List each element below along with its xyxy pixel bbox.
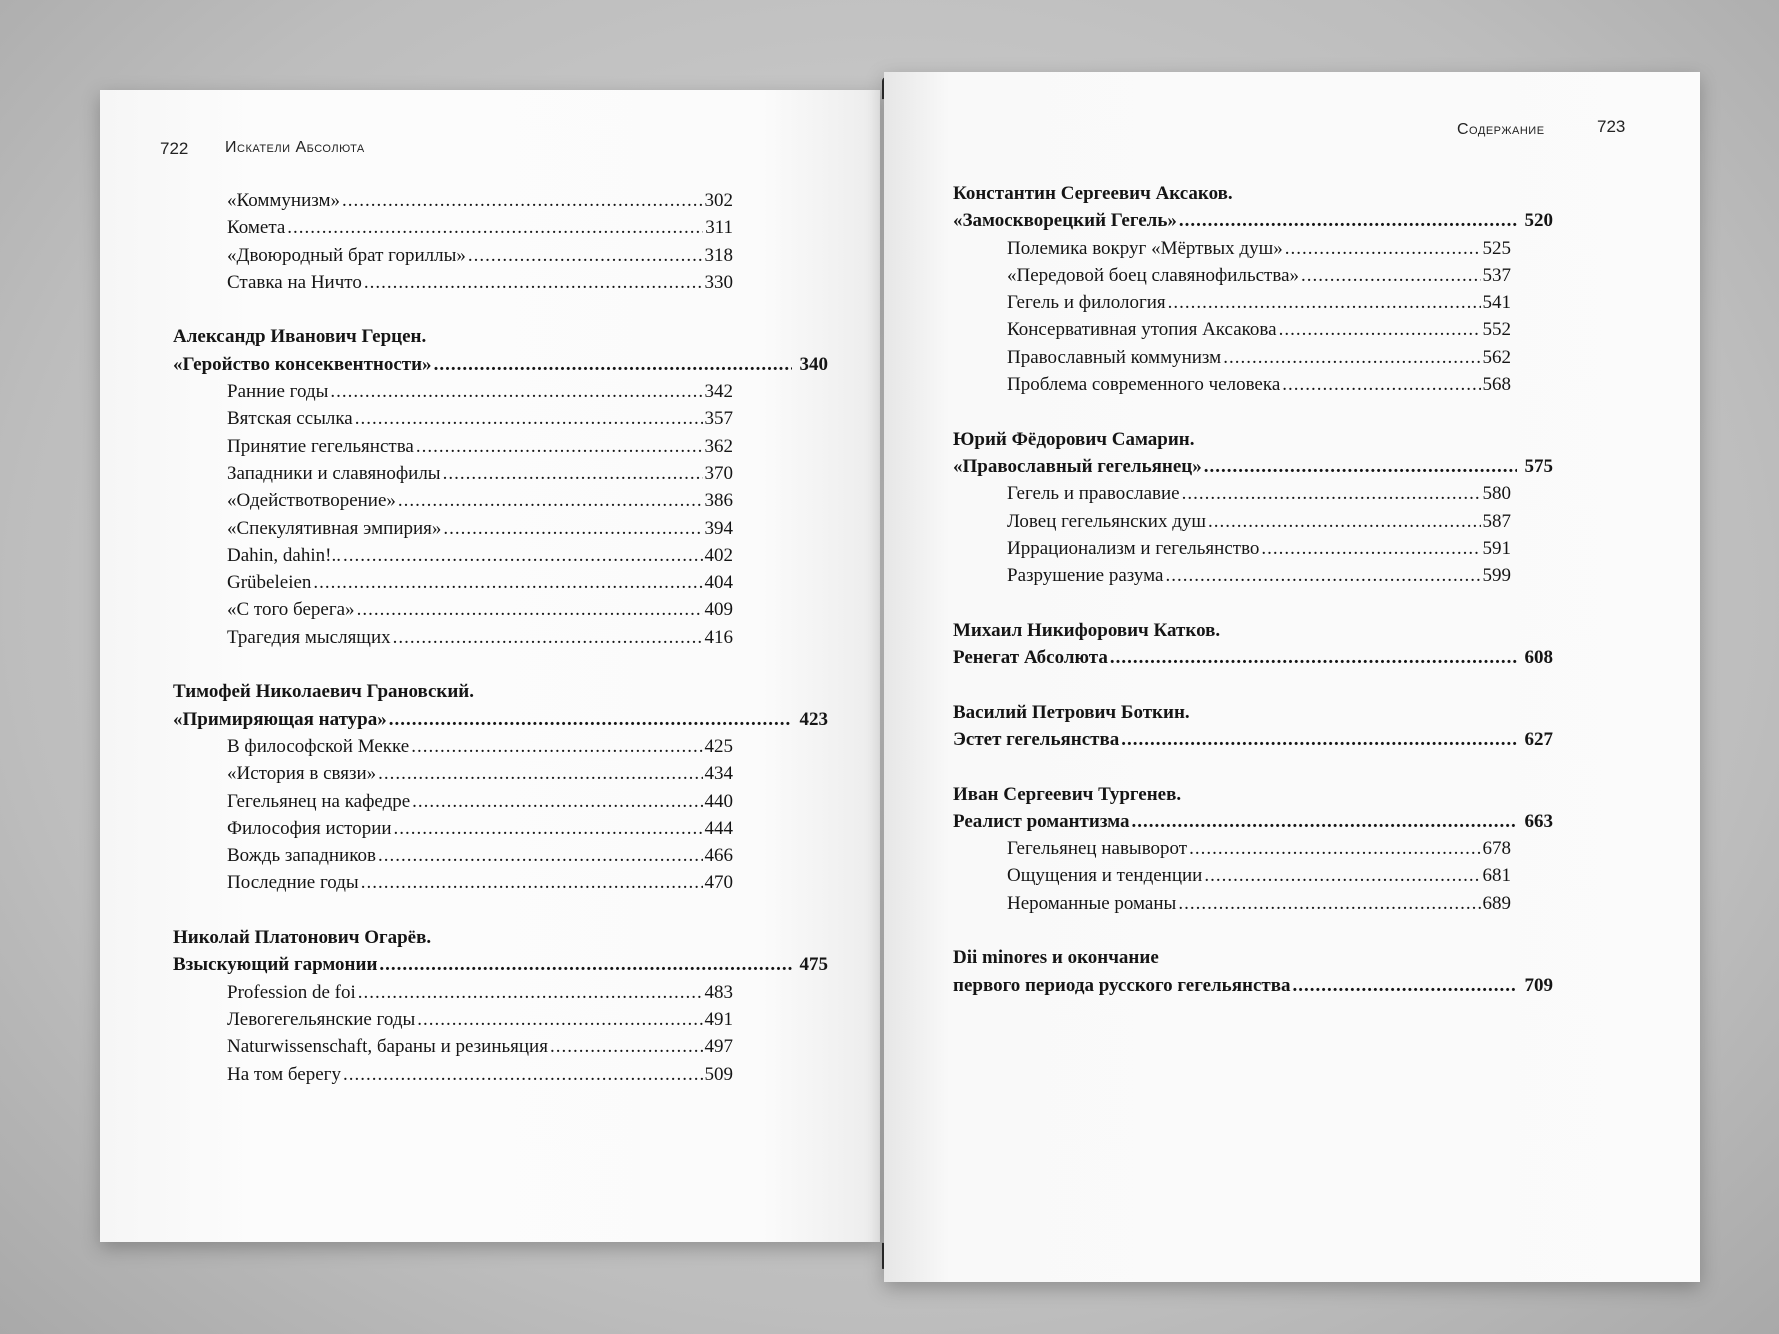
- toc-entry: [227, 842, 733, 869]
- toc-page-number: 402: [704, 544, 733, 566]
- dot-leader: [343, 542, 703, 569]
- toc-entry: [227, 269, 733, 296]
- toc-entry: [227, 214, 733, 241]
- toc-entry: [1007, 862, 1511, 889]
- toc-page-number: 475: [799, 954, 828, 976]
- toc-page-number: 537: [1482, 264, 1511, 286]
- dot-leader: [287, 214, 703, 241]
- dot-leader: [398, 487, 703, 514]
- toc-page-number: 440: [704, 790, 733, 812]
- toc-entry: [227, 1006, 733, 1033]
- toc-entry: [1007, 835, 1511, 862]
- toc-page-number: 709: [1524, 974, 1553, 996]
- toc-page-number: 444: [704, 817, 733, 839]
- toc-entry-title: Ренегат Абсолюта: [953, 647, 1108, 669]
- toc-page-number: 425: [704, 735, 733, 757]
- dot-leader: [394, 815, 703, 842]
- toc-page-number: 568: [1482, 374, 1511, 396]
- right-table-of-contents: [953, 180, 1553, 999]
- toc-entry-title: Гегельянец навыворот: [1007, 838, 1188, 860]
- dot-leader: [1204, 862, 1480, 889]
- right-running-head: Содержание: [1457, 121, 1545, 138]
- toc-spacer: [953, 917, 1553, 944]
- toc-entry: [227, 733, 733, 760]
- toc-page-number: 689: [1482, 892, 1511, 914]
- dot-leader: [1261, 535, 1480, 562]
- toc-entry-title: Взыскующий гармонии: [173, 954, 378, 976]
- toc-entry: [227, 1061, 733, 1088]
- toc-chapter-heading: [953, 972, 1553, 999]
- dot-leader: [468, 242, 703, 269]
- dot-leader: [1178, 890, 1480, 917]
- toc-entry: [227, 460, 733, 487]
- toc-entry: [227, 979, 733, 1006]
- toc-entry: [1007, 289, 1511, 316]
- dot-leader: [1208, 508, 1480, 535]
- toc-entry: [1007, 344, 1511, 371]
- dot-leader: [1121, 726, 1516, 753]
- toc-page-number: 340: [799, 353, 828, 375]
- toc-page-number: 362: [704, 435, 733, 457]
- dot-leader: [1182, 480, 1481, 507]
- dot-leader: [417, 1006, 702, 1033]
- toc-entry-title: Проблема современного человека: [1007, 374, 1281, 396]
- toc-entry: [1007, 562, 1511, 589]
- toc-page-number: 416: [704, 626, 733, 648]
- dot-leader: [416, 433, 703, 460]
- dot-leader: [1132, 808, 1517, 835]
- toc-entry: [227, 869, 733, 896]
- dot-leader: [378, 842, 703, 869]
- toc-entry-title: Левогегельянские годы: [227, 1008, 416, 1030]
- dot-leader: [330, 378, 702, 405]
- toc-spacer: [953, 753, 1553, 780]
- dot-leader: [411, 733, 702, 760]
- toc-entry: [227, 405, 733, 432]
- dot-leader: [355, 405, 703, 432]
- toc-entry-title: Вятская ссылка: [227, 408, 353, 430]
- toc-chapter-heading: [953, 808, 1553, 835]
- toc-page-number: 483: [704, 981, 733, 1003]
- toc-page-number: 409: [704, 599, 733, 621]
- toc-chapter-heading: [173, 351, 828, 378]
- dot-leader: [443, 515, 702, 542]
- toc-entry-title: «Замоскворецкий Гегель»: [953, 210, 1177, 232]
- toc-entry: [227, 760, 733, 787]
- toc-entry-title: Последние годы: [227, 872, 359, 894]
- toc-page-number: 466: [704, 845, 733, 867]
- toc-author-heading: Василий Петрович Боткин.: [953, 701, 1190, 723]
- toc-entry-title: «История в связи»: [227, 763, 377, 785]
- toc-page-number: 318: [704, 244, 733, 266]
- toc-page-number: 509: [704, 1063, 733, 1085]
- toc-entry-title: Иррационализм и гегельянство: [1007, 537, 1260, 559]
- toc-chapter-heading: [953, 453, 1553, 480]
- toc-page-number: 608: [1524, 647, 1553, 669]
- left-running-head: Искатели Абсолюта: [225, 139, 365, 156]
- toc-chapter-heading: [953, 726, 1553, 753]
- dot-leader: [1189, 835, 1480, 862]
- toc-entry-title: Вождь западников: [227, 845, 376, 867]
- dot-leader: [378, 760, 702, 787]
- toc-author-heading: Dii minores и окончание: [953, 947, 1159, 969]
- dot-leader: [1204, 453, 1517, 480]
- toc-entry: [1007, 316, 1511, 343]
- dot-leader: [389, 706, 792, 733]
- dot-leader: [550, 1033, 703, 1060]
- toc-chapter-heading: [173, 951, 828, 978]
- toc-author-heading: Михаил Никифорович Катков.: [953, 619, 1221, 641]
- toc-chapter-heading: [173, 706, 828, 733]
- toc-entry: [1007, 371, 1511, 398]
- toc-entry-title: Ловец гегельянских душ: [1007, 510, 1207, 532]
- toc-entry-title: «Православный гегельянец»: [953, 455, 1202, 477]
- toc-entry: [227, 815, 733, 842]
- toc-spacer: [953, 398, 1553, 425]
- left-table-of-contents: [173, 187, 828, 1088]
- toc-page-number: 497: [704, 1036, 733, 1058]
- toc-page-number: 311: [705, 217, 733, 239]
- toc-entry: [1007, 890, 1511, 917]
- toc-entry-title: Трагедия мыслящих: [227, 626, 391, 648]
- toc-page-number: 541: [1482, 292, 1511, 314]
- dot-leader: [1285, 235, 1481, 262]
- toc-entry-title: «Коммунизм»: [227, 190, 341, 211]
- toc-page-number: 599: [1482, 565, 1511, 587]
- toc-page-number: 357: [704, 408, 733, 430]
- toc-page-number: 575: [1524, 455, 1553, 477]
- toc-entry-title: Принятие гегельянства: [227, 435, 414, 457]
- toc-entry-title: «С того берега»: [227, 599, 355, 621]
- dot-leader: [313, 569, 702, 596]
- toc-entry-title: Консервативная утопия Аксакова: [1007, 319, 1277, 341]
- dot-leader: [1279, 316, 1481, 343]
- dot-leader: [434, 351, 792, 378]
- toc-chapter-heading: [953, 207, 1553, 234]
- toc-entry-title: Ощущения и тенденции: [1007, 865, 1203, 887]
- dot-leader: [358, 979, 703, 1006]
- dot-leader: [1165, 562, 1480, 589]
- right-page-number: 723: [1597, 117, 1626, 136]
- toc-chapter-heading: [953, 644, 1553, 671]
- dot-leader: [1292, 972, 1516, 999]
- dot-leader: [412, 788, 702, 815]
- toc-entry: [227, 433, 733, 460]
- toc-page-number: 423: [799, 708, 828, 730]
- toc-page-number: 663: [1524, 810, 1553, 832]
- toc-entry-title: Grübeleien: [227, 572, 312, 594]
- toc-entry-title: Naturwissenschaft, бараны и резиньяция: [227, 1036, 548, 1058]
- toc-entry: [227, 1033, 733, 1060]
- toc-entry: [227, 378, 733, 405]
- toc-page-number: 302: [704, 190, 733, 211]
- toc-entry: [227, 242, 733, 269]
- toc-page-number: 370: [704, 462, 733, 484]
- toc-entry-title: Эстет гегельянства: [953, 728, 1120, 750]
- toc-page-number: 434: [704, 763, 733, 785]
- dot-leader: [1168, 289, 1481, 316]
- toc-entry-title: На том берегу: [227, 1063, 341, 1085]
- toc-page-number: 394: [704, 517, 733, 539]
- toc-entry: [227, 596, 733, 623]
- toc-author-heading: Тимофей Николаевич Грановский.: [173, 681, 475, 703]
- toc-spacer: [953, 589, 1553, 616]
- toc-entry: [1007, 508, 1511, 535]
- toc-page-number: 678: [1482, 838, 1511, 860]
- toc-entry-title: Ранние годы: [227, 381, 329, 403]
- toc-page-number: 520: [1524, 210, 1553, 232]
- toc-spacer: [953, 671, 1553, 698]
- toc-page-number: 386: [704, 490, 733, 512]
- toc-entry-title: Реалист романтизма: [953, 810, 1130, 832]
- toc-entry-title: Философия истории: [227, 817, 392, 839]
- toc-entry: [227, 487, 733, 514]
- left-page-number: 722: [160, 139, 189, 158]
- toc-page-number: 552: [1482, 319, 1511, 341]
- toc-entry: [227, 569, 733, 596]
- toc-page-number: 342: [704, 381, 733, 403]
- toc-entry-title: Нероманные романы: [1007, 892, 1177, 914]
- toc-page-number: 330: [704, 271, 733, 293]
- toc-entry-title: Dahin, dahin!..: [227, 544, 341, 566]
- toc-entry-title: «Одействотворение»: [227, 490, 396, 512]
- toc-entry-title: Разрушение разума: [1007, 565, 1164, 587]
- toc-page-number: 591: [1482, 537, 1511, 559]
- toc-entry: [1007, 235, 1511, 262]
- toc-entry-title: Гегель и филология: [1007, 292, 1166, 314]
- dot-leader: [1301, 262, 1480, 289]
- toc-page-number: 587: [1482, 510, 1511, 532]
- toc-entry-title: первого периода русского гегельянства: [953, 974, 1291, 996]
- toc-author-heading: Иван Сергеевич Тургенев.: [953, 783, 1182, 805]
- toc-page-number: 580: [1482, 483, 1511, 505]
- toc-page-number: 491: [704, 1008, 733, 1030]
- dot-leader: [342, 187, 702, 214]
- toc-page-number: 525: [1482, 237, 1511, 259]
- toc-entry: [1007, 262, 1511, 289]
- dot-leader: [393, 624, 703, 651]
- toc-entry: [1007, 480, 1511, 507]
- toc-author-heading: Александр Иванович Герцен.: [173, 326, 427, 348]
- dot-leader: [364, 269, 703, 296]
- toc-spacer: [227, 296, 802, 323]
- toc-entry-title: Православный коммунизм: [1007, 346, 1222, 368]
- toc-page-number: 562: [1482, 346, 1511, 368]
- toc-entry-title: Комета: [227, 217, 286, 239]
- toc-entry-title: Полемика вокруг «Мёртвых душ»: [1007, 237, 1283, 259]
- toc-spacer: [227, 651, 802, 678]
- dot-leader: [357, 596, 703, 623]
- toc-entry: [1007, 535, 1511, 562]
- toc-entry-title: Ставка на Ничто: [227, 271, 362, 293]
- toc-spacer: [227, 897, 802, 924]
- dot-leader: [1110, 644, 1517, 671]
- dot-leader: [361, 869, 703, 896]
- toc-entry-title: Гегельянец на кафедре: [227, 790, 411, 812]
- dot-leader: [443, 460, 703, 487]
- toc-entry-title: Гегель и православие: [1007, 483, 1180, 505]
- toc-entry-title: Западники и славянофилы: [227, 462, 441, 484]
- toc-page-number: 681: [1482, 865, 1511, 887]
- toc-entry-title: «Спекулятивная эмпирия»: [227, 517, 442, 539]
- toc-entry: [227, 542, 733, 569]
- toc-entry: [227, 624, 733, 651]
- dot-leader: [1282, 371, 1480, 398]
- toc-entry: [227, 187, 733, 214]
- toc-entry-title: «Геройство консеквентности»: [173, 353, 432, 375]
- toc-entry-title: «Примиряющая натура»: [173, 708, 387, 730]
- dot-leader: [1179, 207, 1517, 234]
- toc-page-number: 470: [704, 872, 733, 894]
- toc-entry-title: В философской Мекке: [227, 735, 410, 757]
- toc-author-heading: Николай Платонович Огарёв.: [173, 927, 432, 949]
- toc-entry: [227, 515, 733, 542]
- toc-entry: [227, 788, 733, 815]
- toc-entry-title: Profession de foi: [227, 981, 356, 1003]
- toc-entry-title: «Передовой боец славянофильства»: [1007, 264, 1300, 286]
- dot-leader: [379, 951, 791, 978]
- toc-page-number: 627: [1524, 728, 1553, 750]
- dot-leader: [343, 1061, 703, 1088]
- toc-author-heading: Константин Сергеевич Аксаков.: [953, 183, 1233, 204]
- dot-leader: [1223, 344, 1480, 371]
- toc-entry-title: «Двоюродный брат гориллы»: [227, 244, 466, 266]
- toc-page-number: 404: [704, 572, 733, 594]
- toc-author-heading: Юрий Фёдорович Самарин.: [953, 428, 1195, 450]
